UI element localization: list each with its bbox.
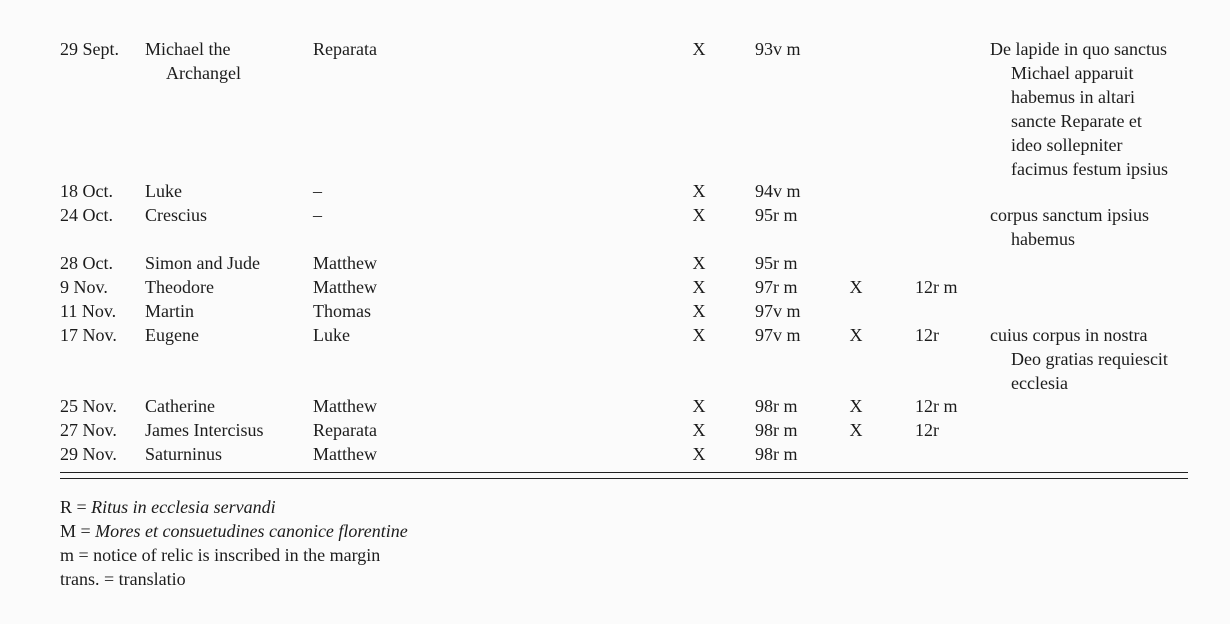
ritus-folio: 98r m bbox=[755, 444, 798, 464]
saint-name bbox=[145, 203, 207, 227]
saint-name bbox=[145, 323, 199, 347]
relic-note-line: corpus sanctum ipsius bbox=[990, 205, 1149, 225]
legend-expansion: translatio bbox=[118, 569, 186, 589]
mores-mark: X bbox=[849, 420, 863, 440]
mores-folio: 12r bbox=[915, 325, 939, 345]
feast-date: 9 Nov. bbox=[60, 277, 108, 297]
relic-note-line: ecclesia bbox=[1011, 373, 1068, 393]
church-name: Luke bbox=[313, 325, 350, 345]
saint-name-line: James Intercisus bbox=[145, 420, 264, 440]
saint-name bbox=[145, 442, 222, 466]
legend-abbreviation: trans. = bbox=[60, 569, 119, 589]
legend-abbreviation: m = bbox=[60, 545, 94, 565]
legend-expansion: Ritus in ecclesia servandi bbox=[91, 497, 276, 517]
saint-name-line: Martin bbox=[145, 301, 194, 321]
relic-note-line: cuius corpus in nostra bbox=[990, 325, 1148, 345]
saint-name bbox=[145, 275, 214, 299]
saint-name-line: Theodore bbox=[145, 277, 214, 297]
ritus-folio: 93v m bbox=[755, 39, 801, 59]
saint-name-line: Simon and Jude bbox=[145, 253, 260, 273]
church-name: Matthew bbox=[313, 444, 377, 464]
ritus-mark: X bbox=[692, 277, 706, 297]
saint-name bbox=[145, 251, 260, 275]
table-rule-top bbox=[60, 472, 1188, 473]
legend-entry bbox=[60, 567, 408, 591]
saint-name bbox=[145, 179, 182, 203]
table-row bbox=[60, 275, 1188, 299]
table-row bbox=[60, 323, 1188, 393]
saint-name-line: Michael the bbox=[145, 39, 231, 59]
legend-entry bbox=[60, 495, 408, 519]
mores-mark: X bbox=[849, 396, 863, 416]
ritus-folio: 95r m bbox=[755, 205, 798, 225]
ritus-mark: X bbox=[692, 396, 706, 416]
feast-date: 29 Sept. bbox=[60, 39, 120, 59]
relic-note-line: facimus festum ipsius bbox=[1011, 159, 1168, 179]
legend-entry bbox=[60, 519, 408, 543]
relic-note bbox=[990, 323, 1168, 395]
saint-name-line: Luke bbox=[145, 181, 182, 201]
abbreviation-legend bbox=[60, 495, 408, 591]
ritus-folio: 97v m bbox=[755, 325, 801, 345]
ritus-mark: X bbox=[692, 39, 706, 59]
table-row bbox=[60, 394, 1188, 418]
saint-name bbox=[145, 394, 215, 418]
relic-note-line: Michael apparuit bbox=[1011, 63, 1134, 83]
table-row bbox=[60, 37, 1188, 179]
saint-name bbox=[145, 299, 194, 323]
legend-abbreviation: R = bbox=[60, 497, 92, 517]
ritus-folio: 97v m bbox=[755, 301, 801, 321]
ritus-folio: 94v m bbox=[755, 181, 801, 201]
church-name: Reparata bbox=[313, 420, 377, 440]
table-row bbox=[60, 442, 1188, 466]
relic-note-line: Deo gratias requiescit bbox=[1011, 349, 1168, 369]
saint-name-line: Eugene bbox=[145, 325, 199, 345]
legend-abbreviation: M = bbox=[60, 521, 96, 541]
saint-name-line: Saturninus bbox=[145, 444, 223, 464]
feast-date: 11 Nov. bbox=[60, 301, 117, 321]
mores-mark: X bbox=[849, 277, 863, 297]
legend-entry bbox=[60, 543, 408, 567]
mores-folio: 12r m bbox=[915, 396, 958, 416]
ritus-mark: X bbox=[692, 205, 706, 225]
church-name: Matthew bbox=[313, 396, 377, 416]
church-name: Matthew bbox=[313, 277, 377, 297]
ritus-mark: X bbox=[692, 325, 706, 345]
relic-note-line: habemus bbox=[1011, 229, 1075, 249]
saint-name-line: Archangel bbox=[166, 63, 241, 83]
ritus-mark: X bbox=[692, 181, 706, 201]
ritus-mark: X bbox=[692, 444, 706, 464]
table-row bbox=[60, 251, 1188, 275]
ritus-folio: 98r m bbox=[755, 420, 798, 440]
church-name: Thomas bbox=[313, 301, 371, 321]
relic-note bbox=[990, 203, 1149, 251]
relic-note bbox=[990, 37, 1168, 181]
ritus-mark: X bbox=[692, 253, 706, 273]
table-row bbox=[60, 179, 1188, 203]
saint-name bbox=[145, 37, 241, 85]
table-row bbox=[60, 418, 1188, 442]
mores-folio: 12r bbox=[915, 420, 939, 440]
feast-date: 28 Oct. bbox=[60, 253, 113, 273]
ritus-folio: 98r m bbox=[755, 396, 798, 416]
legend-expansion: notice of relic is inscribed in the margin bbox=[93, 545, 381, 565]
church-name: Matthew bbox=[313, 253, 377, 273]
feast-date: 24 Oct. bbox=[60, 205, 113, 225]
relic-note-line: sancte Reparate et bbox=[1011, 111, 1142, 131]
saint-name-line: Crescius bbox=[145, 205, 207, 225]
feast-date: 17 Nov. bbox=[60, 325, 117, 345]
ritus-folio: 95r m bbox=[755, 253, 798, 273]
feast-date: 25 Nov. bbox=[60, 396, 117, 416]
table-rule-bottom bbox=[60, 478, 1188, 479]
relic-note-line: De lapide in quo sanctus bbox=[990, 39, 1167, 59]
church-name: Reparata bbox=[313, 39, 377, 59]
church-name: – bbox=[313, 181, 322, 201]
saint-name-line: Catherine bbox=[145, 396, 215, 416]
ritus-mark: X bbox=[692, 420, 706, 440]
church-name: – bbox=[313, 205, 322, 225]
table-row bbox=[60, 299, 1188, 323]
relic-note-line: ideo sollepniter bbox=[1011, 135, 1123, 155]
feast-date: 18 Oct. bbox=[60, 181, 113, 201]
table-row bbox=[60, 203, 1188, 249]
feast-date: 29 Nov. bbox=[60, 444, 117, 464]
ritus-folio: 97r m bbox=[755, 277, 798, 297]
legend-expansion: Mores et consuetudines canonice florentine bbox=[95, 521, 408, 541]
mores-mark: X bbox=[849, 325, 863, 345]
mores-folio: 12r m bbox=[915, 277, 958, 297]
saint-name bbox=[145, 418, 263, 442]
ritus-mark: X bbox=[692, 301, 706, 321]
relic-note-line: habemus in altari bbox=[1011, 87, 1135, 107]
feast-date: 27 Nov. bbox=[60, 420, 117, 440]
